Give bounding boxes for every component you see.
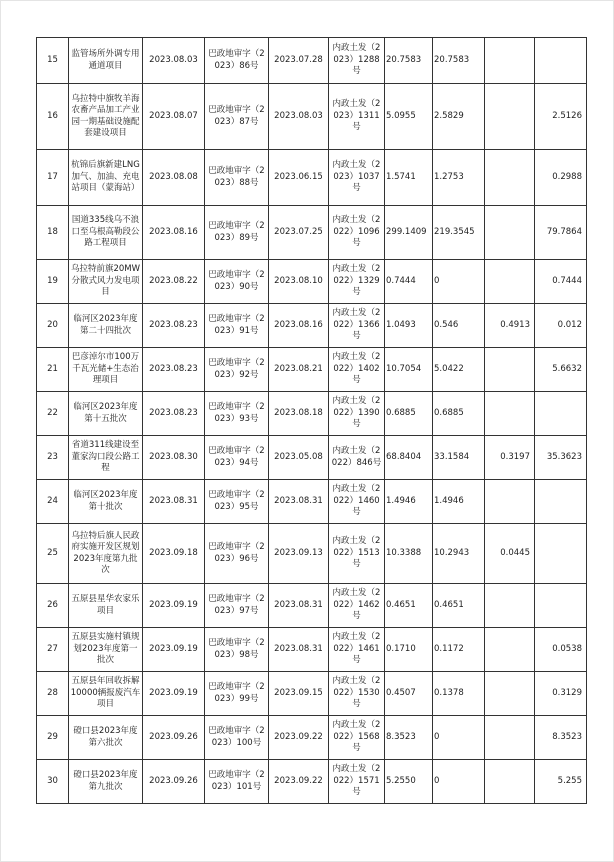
permit-doc-cell: 内政土发（2022）1366号: [329, 304, 385, 348]
project-name-cell: 临河区2023年度第二十四批次: [69, 304, 143, 348]
approval-date-cell: 2023.08.16: [269, 304, 329, 348]
table-row: [37, 628, 587, 672]
area-c-cell: 79.7864: [535, 206, 587, 260]
approval-date-cell: 2023.08.18: [269, 392, 329, 436]
area-total-cell: 10.7054: [385, 348, 433, 392]
area-b-cell: [485, 716, 535, 760]
area-b-cell: 0.4913: [485, 304, 535, 348]
project-name-cell: 乌拉特中旗牧羊海农畜产品加工产业园一期基础设施配套建设项目: [69, 84, 143, 150]
permit-doc-cell: 内政土发（2022）1460号: [329, 480, 385, 524]
date-cell: 2023.09.19: [143, 628, 205, 672]
area-total-cell: 0.1710: [385, 628, 433, 672]
approval-doc-cell: 巴政地审字（2023）101号: [205, 760, 269, 804]
row-index-cell: 17: [37, 150, 69, 206]
row-index-cell: 18: [37, 206, 69, 260]
area-a-cell: 0.1378: [433, 672, 485, 716]
area-c-cell: 0.7444: [535, 260, 587, 304]
area-total-cell: 5.2550: [385, 760, 433, 804]
date-cell: 2023.08.08: [143, 150, 205, 206]
approval-doc-cell: 巴政地审字（2023）99号: [205, 672, 269, 716]
table-row: [37, 436, 587, 480]
row-index-cell: 30: [37, 760, 69, 804]
land-approval-table: [36, 37, 587, 804]
approval-date-cell: 2023.05.08: [269, 436, 329, 480]
row-index-cell: 21: [37, 348, 69, 392]
table-row: [37, 260, 587, 304]
area-a-cell: 10.2943: [433, 524, 485, 584]
date-cell: 2023.09.19: [143, 584, 205, 628]
approval-doc-cell: 巴政地审字（2023）98号: [205, 628, 269, 672]
project-name-cell: 磴口县2023年度第六批次: [69, 716, 143, 760]
project-name-cell: 五原县实施村镇规划2023年度第一批次: [69, 628, 143, 672]
area-a-cell: 2.5829: [433, 84, 485, 150]
area-total-cell: 0.4651: [385, 584, 433, 628]
date-cell: 2023.09.26: [143, 716, 205, 760]
approval-date-cell: 2023.08.31: [269, 480, 329, 524]
project-name-cell: 巴彦淖尔市100万千瓦光储+生态治理项目: [69, 348, 143, 392]
area-b-cell: [485, 84, 535, 150]
permit-doc-cell: 内政土发（2022）1568号: [329, 716, 385, 760]
approval-doc-cell: 巴政地审字（2023）86号: [205, 38, 269, 84]
row-index-cell: 25: [37, 524, 69, 584]
approval-date-cell: 2023.09.22: [269, 716, 329, 760]
area-b-cell: [485, 628, 535, 672]
area-b-cell: [485, 392, 535, 436]
area-b-cell: [485, 672, 535, 716]
area-total-cell: 299.1409: [385, 206, 433, 260]
area-a-cell: 0.546: [433, 304, 485, 348]
area-c-cell: [535, 392, 587, 436]
table-row: [37, 716, 587, 760]
permit-doc-cell: 内政土发（2022）1462号: [329, 584, 385, 628]
table-body: [37, 38, 587, 804]
permit-doc-cell: 内政土发（2022）1513号: [329, 524, 385, 584]
permit-doc-cell: 内政土发（2022）1402号: [329, 348, 385, 392]
date-cell: 2023.08.31: [143, 480, 205, 524]
area-total-cell: 0.7444: [385, 260, 433, 304]
row-index-cell: 23: [37, 436, 69, 480]
area-b-cell: 0.3197: [485, 436, 535, 480]
approval-date-cell: 2023.08.03: [269, 84, 329, 150]
area-c-cell: 35.3623: [535, 436, 587, 480]
permit-doc-cell: 内政土发（2023）1311号: [329, 84, 385, 150]
project-name-cell: 五原县星华农家乐项目: [69, 584, 143, 628]
area-c-cell: [535, 524, 587, 584]
date-cell: 2023.08.16: [143, 206, 205, 260]
project-name-cell: 临河区2023年度第十五批次: [69, 392, 143, 436]
area-a-cell: 219.3545: [433, 206, 485, 260]
area-b-cell: [485, 38, 535, 84]
date-cell: 2023.08.23: [143, 348, 205, 392]
approval-date-cell: 2023.07.25: [269, 206, 329, 260]
area-total-cell: 0.4507: [385, 672, 433, 716]
area-b-cell: [485, 150, 535, 206]
area-a-cell: 1.2753: [433, 150, 485, 206]
permit-doc-cell: 内政土发（2023）1288号: [329, 38, 385, 84]
row-index-cell: 19: [37, 260, 69, 304]
approval-doc-cell: 巴政地审字（2023）95号: [205, 480, 269, 524]
table-row: [37, 84, 587, 150]
row-index-cell: 15: [37, 38, 69, 84]
date-cell: 2023.08.03: [143, 38, 205, 84]
area-b-cell: [485, 760, 535, 804]
date-cell: 2023.08.30: [143, 436, 205, 480]
table-row: [37, 584, 587, 628]
area-b-cell: [485, 260, 535, 304]
table-row: [37, 480, 587, 524]
date-cell: 2023.08.07: [143, 84, 205, 150]
area-c-cell: [535, 584, 587, 628]
area-a-cell: 0.6885: [433, 392, 485, 436]
approval-doc-cell: 巴政地审字（2023）88号: [205, 150, 269, 206]
area-a-cell: 0: [433, 760, 485, 804]
area-b-cell: [485, 206, 535, 260]
approval-date-cell: 2023.06.15: [269, 150, 329, 206]
date-cell: 2023.08.22: [143, 260, 205, 304]
area-a-cell: 0: [433, 716, 485, 760]
area-total-cell: 8.3523: [385, 716, 433, 760]
project-name-cell: 省道311线建设至董家沟口段公路工程: [69, 436, 143, 480]
permit-doc-cell: 内政土发（2022）846号: [329, 436, 385, 480]
approval-date-cell: 2023.08.21: [269, 348, 329, 392]
table-row: [37, 304, 587, 348]
approval-date-cell: 2023.09.13: [269, 524, 329, 584]
row-index-cell: 27: [37, 628, 69, 672]
approval-date-cell: 2023.08.31: [269, 584, 329, 628]
area-c-cell: 0.2988: [535, 150, 587, 206]
area-total-cell: 5.0955: [385, 84, 433, 150]
approval-date-cell: 2023.09.15: [269, 672, 329, 716]
row-index-cell: 24: [37, 480, 69, 524]
table-row: [37, 672, 587, 716]
project-name-cell: 临河区2023年度第十批次: [69, 480, 143, 524]
area-c-cell: 5.6632: [535, 348, 587, 392]
row-index-cell: 16: [37, 84, 69, 150]
permit-doc-cell: 内政土发（2022）1096号: [329, 206, 385, 260]
area-total-cell: 1.0493: [385, 304, 433, 348]
approval-date-cell: 2023.08.10: [269, 260, 329, 304]
approval-date-cell: 2023.08.31: [269, 628, 329, 672]
row-index-cell: 26: [37, 584, 69, 628]
table-row: [37, 348, 587, 392]
area-a-cell: 1.4946: [433, 480, 485, 524]
area-c-cell: 8.3523: [535, 716, 587, 760]
approval-doc-cell: 巴政地审字（2023）100号: [205, 716, 269, 760]
approval-doc-cell: 巴政地审字（2023）89号: [205, 206, 269, 260]
approval-doc-cell: 巴政地审字（2023）93号: [205, 392, 269, 436]
table-row: [37, 524, 587, 584]
table-row: [37, 150, 587, 206]
date-cell: 2023.09.18: [143, 524, 205, 584]
area-a-cell: 0.1172: [433, 628, 485, 672]
approval-doc-cell: 巴政地审字（2023）90号: [205, 260, 269, 304]
table-row: [37, 206, 587, 260]
project-name-cell: 乌拉特前旗20MW分散式风力发电项目: [69, 260, 143, 304]
approval-date-cell: 2023.09.22: [269, 760, 329, 804]
area-total-cell: 1.5741: [385, 150, 433, 206]
area-b-cell: [485, 480, 535, 524]
area-b-cell: 0.0445: [485, 524, 535, 584]
area-a-cell: 0: [433, 260, 485, 304]
area-total-cell: 0.6885: [385, 392, 433, 436]
project-name-cell: 乌拉特后旗人民政府实施开发区规划2023年度第九批次: [69, 524, 143, 584]
area-a-cell: 0.4651: [433, 584, 485, 628]
permit-doc-cell: 内政土发（2022）1530号: [329, 672, 385, 716]
permit-doc-cell: 内政土发（2023）1037号: [329, 150, 385, 206]
project-name-cell: 磴口县2023年度第九批次: [69, 760, 143, 804]
row-index-cell: 28: [37, 672, 69, 716]
area-c-cell: 2.5126: [535, 84, 587, 150]
permit-doc-cell: 内政土发（2022）1390号: [329, 392, 385, 436]
approval-doc-cell: 巴政地审字（2023）94号: [205, 436, 269, 480]
date-cell: 2023.09.19: [143, 672, 205, 716]
area-c-cell: 0.0538: [535, 628, 587, 672]
date-cell: 2023.08.23: [143, 304, 205, 348]
date-cell: 2023.08.23: [143, 392, 205, 436]
area-total-cell: 10.3388: [385, 524, 433, 584]
project-name-cell: 五原县年回收拆解10000辆报废汽车项目: [69, 672, 143, 716]
approval-date-cell: 2023.07.28: [269, 38, 329, 84]
table-row: [37, 392, 587, 436]
permit-doc-cell: 内政土发（2022）1329号: [329, 260, 385, 304]
project-name-cell: 国道335线乌不浪口至乌根高勒段公路工程项目: [69, 206, 143, 260]
area-total-cell: 68.8404: [385, 436, 433, 480]
date-cell: 2023.09.26: [143, 760, 205, 804]
row-index-cell: 29: [37, 716, 69, 760]
area-a-cell: 5.0422: [433, 348, 485, 392]
project-name-cell: 监管场所外调专用通道项目: [69, 38, 143, 84]
area-b-cell: [485, 348, 535, 392]
area-a-cell: 20.7583: [433, 38, 485, 84]
permit-doc-cell: 内政土发（2022）1571号: [329, 760, 385, 804]
approval-doc-cell: 巴政地审字（2023）92号: [205, 348, 269, 392]
permit-doc-cell: 内政土发（2022）1461号: [329, 628, 385, 672]
approval-doc-cell: 巴政地审字（2023）91号: [205, 304, 269, 348]
approval-doc-cell: 巴政地审字（2023）96号: [205, 524, 269, 584]
area-c-cell: 0.012: [535, 304, 587, 348]
project-name-cell: 杭锦后旗新建LNG加气、加油、充电站项目（蒙海站）: [69, 150, 143, 206]
table-row: [37, 760, 587, 804]
approval-doc-cell: 巴政地审字（2023）97号: [205, 584, 269, 628]
row-index-cell: 22: [37, 392, 69, 436]
area-c-cell: 5.255: [535, 760, 587, 804]
area-total-cell: 20.7583: [385, 38, 433, 84]
area-total-cell: 1.4946: [385, 480, 433, 524]
area-c-cell: [535, 480, 587, 524]
table-row: [37, 38, 587, 84]
area-b-cell: [485, 584, 535, 628]
approval-doc-cell: 巴政地审字（2023）87号: [205, 84, 269, 150]
row-index-cell: 20: [37, 304, 69, 348]
area-c-cell: [535, 38, 587, 84]
area-a-cell: 33.1584: [433, 436, 485, 480]
area-c-cell: 0.3129: [535, 672, 587, 716]
